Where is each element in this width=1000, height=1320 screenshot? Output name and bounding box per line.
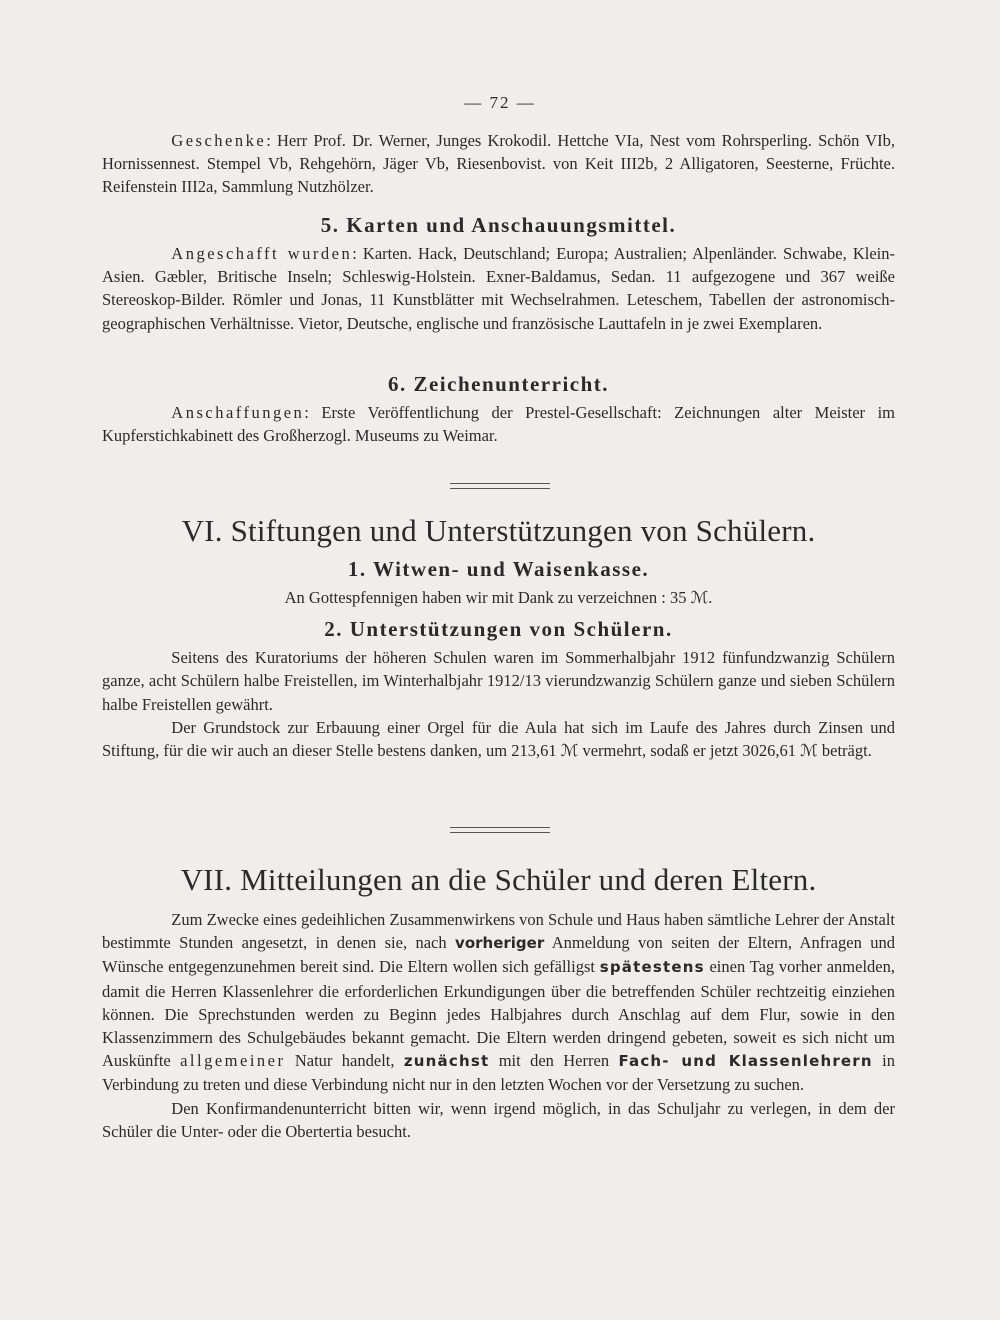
text-run: einen Tag vorher anmelden, damit die Herren Klassenlehrer die erforderlichen Erkundigungen über die betreffenden Schüler rechtzeitig einziehen können. Die Sprechstunden werden zu Beginn jedes Halbjahres durch Anschlag auf dem Flur, sowie in den Klassenzimmern des Schulgebäudes bekannt gemacht. Die Eltern werden dringend gebeten, soweit es sich nicht um Auskünfte bbox=[102, 957, 895, 1071]
chapter-6-title: VI. Stiftungen und Unterstützungen von Schülern. bbox=[181, 513, 816, 548]
emphasis-vorheriger: vorheriger bbox=[455, 934, 545, 953]
emphasis-spaetestens: spätestens bbox=[599, 958, 705, 977]
section-6 bbox=[102, 367, 895, 447]
gifts-text: : Herr Prof. Dr. Werner, Junges Krokodil. Hettche VIa, Nest vom Rohrsperling. Schön VIb, Hornissennest. Stempel Vb, Rehgehörn, Jäger Vb, Riesenbovist. von Keit III2b, 2 Alligatoren, Seesterne, Früchte. Reifenstein III2a, Sammlung Nutzhölzer. bbox=[102, 131, 895, 197]
chapter-7-title: VII. Mitteilungen an die Schüler und deren Eltern. bbox=[180, 862, 817, 897]
emphasis-fachlehrern: Fach- und Klassenlehrern bbox=[618, 1052, 873, 1071]
chapter-7-paragraph-2: Den Konfirmandenunterricht bitten wir, wenn irgend möglich, in das Schuljahr zu verlegen, in dem der Schüler die Unter- oder die Obertertia besucht. bbox=[102, 1098, 895, 1141]
chapter-7-paragraph-1 bbox=[102, 908, 895, 1097]
text-run: Zum Zwecke eines gedeihlichen Zusammenwirkens von Schule und Haus haben sämtliche Lehrer der Anstalt bestimmte Stunden angesetzt, in denen sie, nach bbox=[102, 910, 895, 953]
chapter-6-sub2-para2: Der Grundstock zur Erbauung einer Orgel für die Aula hat sich im Laufe des Jahres durch Zinsen und Stiftung, für die wir auch an dieser Stelle bestens danken, um 213,61 ℳ vermehrt, sodaß er jetzt 3026,61 ℳ beträgt. bbox=[102, 717, 895, 761]
emphasis-zunaechst: zunächst bbox=[403, 1052, 490, 1071]
text-run: Natur handelt, bbox=[285, 1051, 404, 1071]
divider-2 bbox=[0, 827, 1000, 833]
section-5-paragraph bbox=[102, 242, 895, 335]
text-run: in Verbindung zu treten und diese Verbindung nicht nur in den letzten Wochen vor der Versetzung zu suchen. bbox=[102, 1051, 895, 1095]
chapter-6-sub1-heading: 1. Witwen- und Waisenkasse. bbox=[347, 557, 650, 581]
chapter-6 bbox=[102, 513, 895, 762]
emphasis-allgemeiner: allgemeiner bbox=[180, 1051, 286, 1071]
section-6-heading: 6. Zeichenunterricht. bbox=[387, 372, 610, 396]
section-6-label: Anschaffungen bbox=[171, 403, 305, 422]
section-5-label: Angeschafft wurden bbox=[171, 244, 353, 263]
chapter-6-sub2-heading: 2. Unterstützungen von Schülern. bbox=[324, 617, 673, 642]
section-5-text: : Karten. Hack, Deutschland; Europa; Australien; Alpenländer. Schwabe, Klein-Asien. Gæbler, Britische Inseln; Schleswig-Holstein. Exner-Baldamus, Sedan. 11 aufgezogene und 367 weiße Stereoskop-Bilder. Römler und Jonas, 11 Kunstblätter mit Wechselrahmen. Leteschem, Tabellen der astronomisch-geographischen Verhältnisse. Vietor, Deutsche, englische und französische Lauttafeln in je zwei Exemplaren. bbox=[102, 244, 895, 333]
chapter-7 bbox=[102, 862, 895, 1143]
section-5 bbox=[102, 208, 895, 335]
page-number: — 72 — bbox=[464, 93, 536, 112]
text-run: Anmeldung von seiten der Eltern, Anfragen und Wünsche entgegenzunehmen bereit sind. Die Eltern wollen sich gefälligst bbox=[102, 933, 895, 977]
section-6-paragraph bbox=[102, 401, 895, 447]
text-run: mit den Herren bbox=[489, 1051, 619, 1071]
section-6-text: : Erste Veröffentlichung der Prestel-Gesellschaft: Zeichnungen alter Meister im Kupferstichkabinett des Großherzogl. Museums zu Weimar. bbox=[102, 403, 895, 446]
section-5-heading: 5. Karten und Anschauungsmittel. bbox=[320, 213, 677, 237]
chapter-6-sub2-para1: Seitens des Kuratoriums der höheren Schulen waren im Sommerhalbjahr 1912 fünfundzwanzig Schülern ganze, acht Schülern halbe Freistellen, im Winterhalbjahr 1912/13 vierundzwanzig Schülern ganze und sieben Schülern halbe Freistellen gewährt. bbox=[102, 648, 895, 714]
chapter-6-sub1-text: An Gottespfennigen haben wir mit Dank zu verzeichnen : 35 ℳ. bbox=[284, 588, 713, 607]
gifts-block bbox=[102, 129, 895, 199]
divider-1 bbox=[0, 483, 1000, 489]
gifts-paragraph bbox=[102, 129, 895, 199]
gifts-label: Geschenke bbox=[171, 131, 267, 150]
